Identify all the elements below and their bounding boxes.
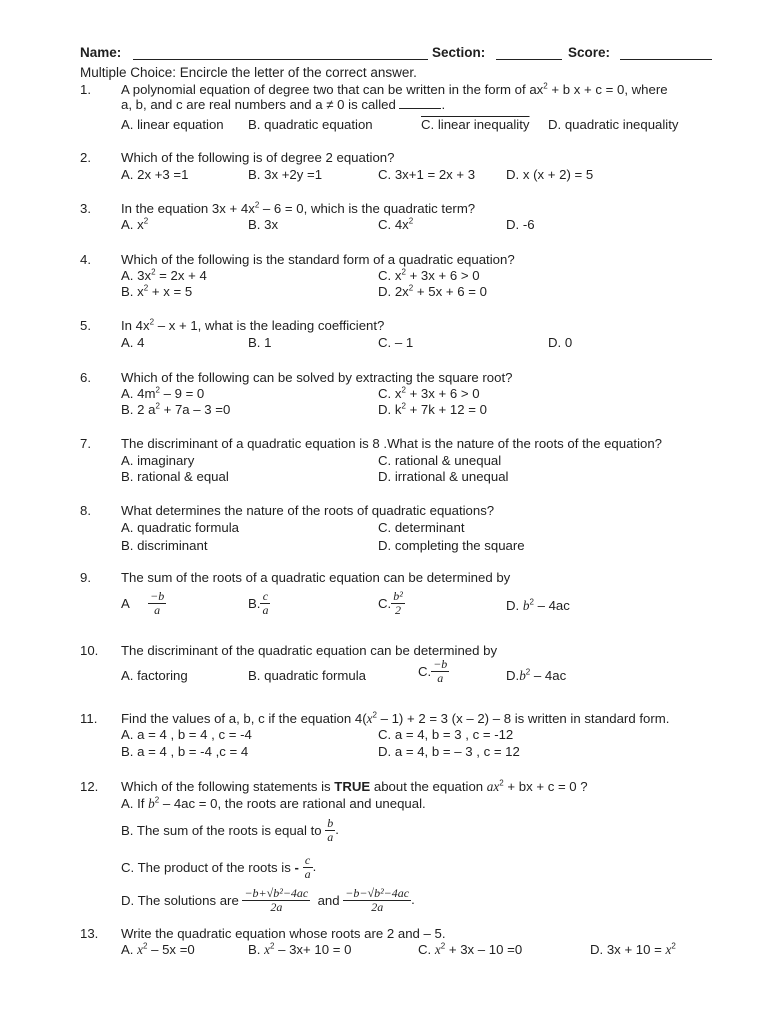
option-c[interactable]: C. $4x^2$ (378, 216, 414, 232)
option-d[interactable]: D. 0 (548, 335, 573, 350)
question-number: 7. (80, 436, 91, 451)
question-stem: What determines the nature of the roots of quadratic equations? (121, 503, 495, 518)
option-a[interactable]: A. imaginary (121, 453, 195, 468)
option-c[interactable]: C. $x^2 + 3x - 10 =0$ (418, 941, 523, 957)
section-label: Section: (432, 45, 486, 60)
option-c[interactable]: C. 3x+1 = 2x + 3 (378, 167, 476, 182)
header-row (80, 45, 716, 63)
fraction: $\frac{\text{b²}}{2}$ (393, 589, 403, 617)
fraction: $\frac{c}{a}$ (304, 853, 311, 881)
question-stem: Find the values of a, b, c if the equation $4(x^2 - 1) + 2 = 3$ (x – 2) – 8 is written in standard form. (121, 710, 670, 726)
name-label: Name: (80, 45, 122, 60)
question-number: 2. (80, 150, 91, 165)
question-number: 5. (80, 318, 91, 333)
option-d[interactable]: D. $2x^2 + 5x + 6 = 0$ (378, 283, 487, 299)
option-a[interactable]: A. 4 (121, 335, 145, 350)
option-d[interactable]: D. completing the square (378, 538, 525, 553)
instructions: Multiple Choice: Encircle the letter of the correct answer. (80, 65, 417, 80)
question-stem: Which of the following can be solved by extracting the square root? (121, 370, 513, 385)
option-b[interactable]: B. 1 (248, 335, 272, 350)
question-number: 6. (80, 370, 91, 385)
question-number: 12. (80, 779, 99, 794)
question-number: 1. (80, 82, 91, 97)
question-stem: In the equation $3x + 4x^2 - 6 = 0$, which is the quadratic term? (121, 200, 476, 216)
option-a[interactable]: A. quadratic formula (121, 520, 240, 535)
question-stem: The sum of the roots of a quadratic equation can be determined by (121, 570, 511, 585)
option-c[interactable]: C. rational & unequal (378, 453, 502, 468)
option-c[interactable]: C. linear inequality (421, 117, 530, 132)
question-number: 4. (80, 252, 91, 267)
option-c[interactable]: C. $x^2 + 3x + 6 > 0$ (378, 385, 480, 401)
question-stem: In $4x^2 - x + 1$, what is the leading coefficient? (121, 317, 385, 333)
fraction: $\frac{-b}{a}$ (433, 657, 448, 685)
option-c[interactable]: C. $\frac{-b}{a}$ (418, 657, 448, 685)
option-a[interactable]: A. If $b^2 - 4ac = 0$, the roots are rational and unequal. (121, 795, 426, 811)
option-a[interactable]: A. a = 4 , b = 4 , c = -4 (121, 727, 252, 742)
option-c[interactable]: C. – 1 (378, 335, 414, 350)
option-d[interactable]: D. x (x + 2) = 5 (506, 167, 594, 182)
question-stem-line2: a, b, and c are real numbers and a ≠ 0 is called . (121, 97, 446, 112)
fraction: $\frac{\text{−b−√b²−4ac}}{2a}$ (345, 886, 410, 914)
question-stem: The discriminant of a quadratic equation is 8 .What is the nature of the roots of the equation? (121, 436, 663, 451)
option-b[interactable]: B. $\frac{c}{a}$ (248, 589, 269, 617)
option-a[interactable]: A. linear equation (121, 117, 224, 132)
option-a[interactable]: A. 2x +3 =1 (121, 167, 189, 182)
section-blank[interactable] (496, 59, 562, 60)
option-a[interactable]: A. $3x^2 = 2x + 4$ (121, 267, 207, 283)
option-d[interactable]: D. a = 4, b = – 3 , c = 12 (378, 744, 520, 759)
option-b[interactable]: B. $x^2 - 3x+ 10 = 0$ (248, 941, 352, 957)
option-b[interactable]: B. rational & equal (121, 469, 229, 484)
option-c[interactable]: C. The product of the roots is - $\frac{c}{a}$ . (121, 853, 317, 881)
name-blank[interactable] (133, 59, 428, 60)
option-c[interactable]: C. determinant (378, 520, 465, 535)
option-b[interactable]: B. 3x +2y =1 (248, 167, 323, 182)
question-stem: Write the quadratic equation whose roots are 2 and – 5. (121, 926, 446, 941)
option-d[interactable]: D. $k^2 + 7k + 12 = 0$ (378, 401, 487, 417)
option-a[interactable]: A $\frac{-b}{a}$ (121, 589, 165, 617)
option-b[interactable]: B. The sum of the roots is equal to $\frac{b}{a}$ . (121, 816, 339, 844)
option-d[interactable]: D. The solutions are $\frac{\text{−b+√b²−4ac}}{2a}$ and $\frac{\text{−b−√b²−4ac}}{2a}$ . (121, 886, 415, 914)
fraction: $\frac{c}{a}$ (262, 589, 269, 617)
option-b[interactable]: B. quadratic formula (248, 668, 367, 683)
fraction: $\frac{\text{−b+√b²−4ac}}{2a}$ (244, 886, 309, 914)
option-a[interactable]: A. factoring (121, 668, 188, 683)
option-c[interactable]: C. a = 4, b = 3 , c = -12 (378, 727, 514, 742)
option-d[interactable]: D. -6 (506, 217, 535, 232)
option-d[interactable]: D. irrational & unequal (378, 469, 509, 484)
question-number: 9. (80, 570, 91, 585)
option-d[interactable]: D. $3x + 10 = x^2$ (590, 941, 676, 957)
option-a[interactable]: A. $x^2$ (121, 216, 149, 232)
fraction: $\frac{-b}{a}$ (150, 589, 165, 617)
score-blank[interactable] (620, 59, 712, 60)
question-number: 11. (80, 711, 98, 726)
question-number: 8. (80, 503, 91, 518)
question-number: 10. (80, 643, 99, 658)
option-d[interactable]: D. quadratic inequality (548, 117, 679, 132)
option-a[interactable]: A. $x^2 - 5x =0$ (121, 941, 195, 957)
question-stem: The discriminant of the quadratic equation can be determined by (121, 643, 498, 658)
option-b[interactable]: B. discriminant (121, 538, 208, 553)
answer-blank (399, 98, 441, 109)
question-number: 3. (80, 201, 91, 216)
option-b[interactable]: B. a = 4 , b = -4 ,c = 4 (121, 744, 249, 759)
option-d[interactable]: $D.b^2 - 4ac$ (506, 667, 567, 683)
option-a[interactable]: A. $4m^2 - 9 = 0$ (121, 385, 205, 401)
fraction: $\frac{b}{a}$ (327, 816, 334, 844)
option-d[interactable]: D. $b^2 - 4ac$ (506, 597, 570, 613)
option-b[interactable]: B. quadratic equation (248, 117, 373, 132)
question-number: 13. (80, 926, 99, 941)
question-stem: A polynomial equation of degree two that can be written in the form of $ax^2 + b$ x + c = 0, where (121, 81, 668, 97)
option-c[interactable]: C. $x^2 + 3x + 6 > 0$ (378, 267, 480, 283)
question-stem: Which of the following is the standard form of a quadratic equation? (121, 252, 515, 267)
option-b[interactable]: B. $x^2 + x = 5$ (121, 283, 193, 299)
option-b[interactable]: B. 3x (248, 217, 279, 232)
option-b[interactable]: B. 2 $a^2 + 7a - 3 =0$ (121, 401, 231, 417)
score-label: Score: (568, 45, 611, 60)
question-stem: Which of the following statements is TRUE about the equation $ax^2$ + bx + c = 0 ? (121, 778, 588, 794)
option-c[interactable]: C. $\frac{\text{b²}}{2}$ (378, 589, 403, 617)
question-stem: Which of the following is of degree 2 equation? (121, 150, 395, 165)
